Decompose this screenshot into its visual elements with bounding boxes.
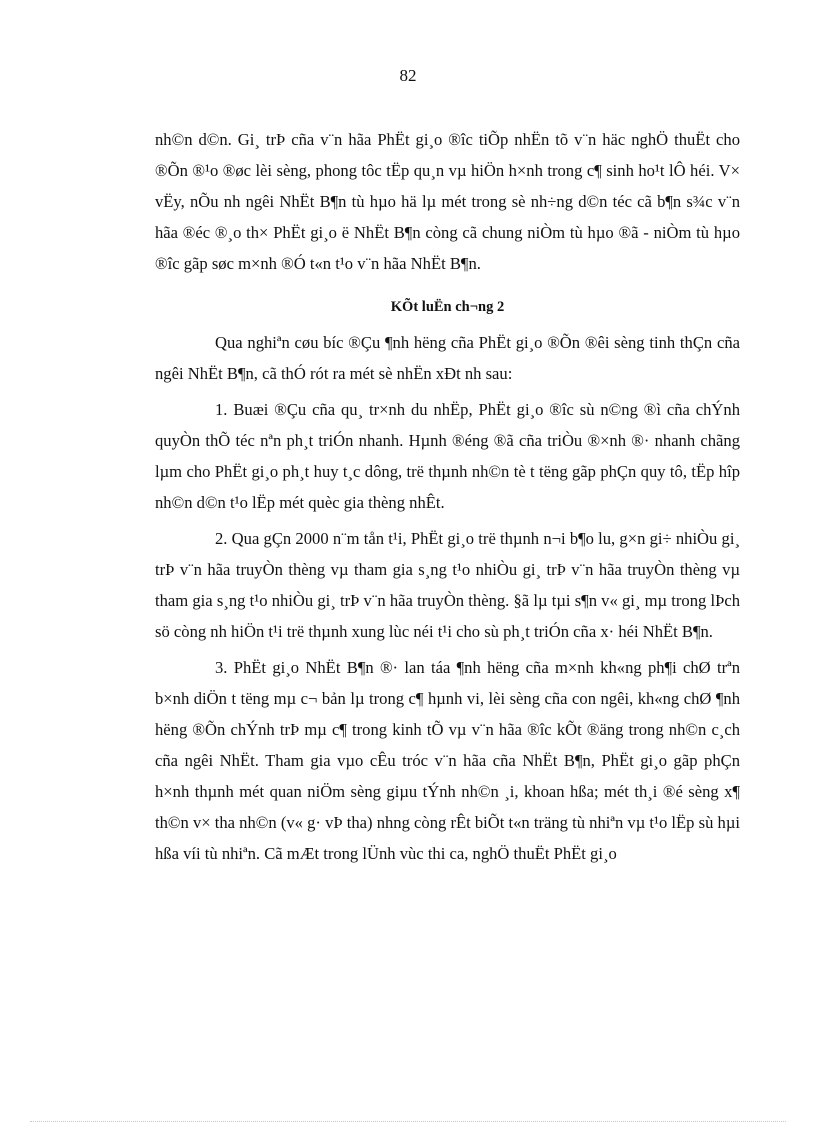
paragraph-point-2: 2. Qua gÇn 2000 n¨m tån t¹i, PhËt gi¸o trë thµnh n¬i b¶o lu, g×n gi÷ nhiÒu gi¸ trÞ v¨n hãa truyÒn thèng vµ tham gia s¸ng t¹o nhiÒu gi¸ trÞ v¨n hãa truyÒn thèng vµ tham gia s¸ng t¹o nhiÒu gi¸ trÞ v¨n hãa truyÒn thèng. §ã lµ tµi s¶n v« gi¸ mµ trong lÞch sö còng nh hiÖn t¹i trë thµnh xung lùc néi t¹i cho sù ph¸t triÓn cña x· héi NhËt B¶n. [155,529,740,641]
paragraph-intro: Qua nghiªn cøu bíc ®Çu ¶nh hëng cña PhËt gi¸o ®Õn ®êi sèng tinh thÇn cña ngêi NhËt B¶n, cã thÓ rót ra mét sè nhËn xÐt nh sau: [155,333,740,383]
document-body [155,124,740,869]
page-number: 82 [399,66,417,85]
paragraph-point-3: 3. PhËt gi¸o NhËt B¶n ®· lan táa ¶nh hëng cña m×nh kh«ng ph¶i chØ trªn b×nh diÖn t tëng mµ c¬ bản lµ trong c¶ hµnh vi, lèi sèng cña con ngêi, kh«ng chØ ¶nh hëng ®Õn chÝnh trÞ mµ c¶ trong kinh tÕ vµ v¨n hãa ®îc kÕt ®äng trong nh©n c¸ch cña ngêi NhËt. Tham gia vµo cÊu tróc v¨n hãa cña NhËt B¶n, PhËt gi¸o gãp phÇn h×nh thµnh mét quan niÖm sèng giµu tÝnh nh©n ¸i, khoan hßa; mét th¸i ®é sèng x¶ th©n v× tha nh©n (v« g· vÞ tha) nhng còng rÊt biÕt t«n träng tù nhiªn vµ t¹o lËp sù hµi hßa víi tù nhiªn. Cã mÆt trong lÜnh vùc thi ca, nghÖ thuËt PhËt gi¸o [155,658,740,863]
section-heading: KÕt luËn ch¬ng 2 [390,299,505,315]
page-bottom-divider [30,1121,786,1122]
paragraph-continuation: nh©n d©n. Gi¸ trÞ cña v¨n hãa PhËt gi¸o ®îc tiÕp nhËn tõ v¨n häc nghÖ thuËt cho ®Õn ®¹o ®øc lèi sèng, phong tôc tËp qu¸n vµ hiÖn h×nh trong c¶ sinh ho¹t lÔ héi. V× vËy, nÕu nh ngêi NhËt B¶n tù hµo hä lµ mét trong sè nh÷ng d©n téc cã b¶n s¾c v¨n hãa ®éc ®¸o th× PhËt gi¸o ë NhËt B¶n còng cã chung niÒm tù hµo ®ã - niÒm tù hµo ®îc gãp søc m×nh ®Ó t«n t¹o v¨n hãa NhËt B¶n. [155,130,740,273]
paragraph-point-1: 1. Buæi ®Çu cña qu¸ tr×nh du nhËp, PhËt gi¸o ®îc sù n©ng ®ì cña chÝnh quyÒn thÕ téc nªn ph¸t triÓn nhanh. Hµnh ®éng ®ã cña triÒu ®×nh ®· nhanh chãng lµm cho PhËt gi¸o ph¸t huy t¸c dông, trë thµnh nh©n tè t tëng gãp phÇn quy tô, tËp hîp nh©n d©n t¹o lËp mét quèc gia thèng nhÊt. [155,400,740,512]
